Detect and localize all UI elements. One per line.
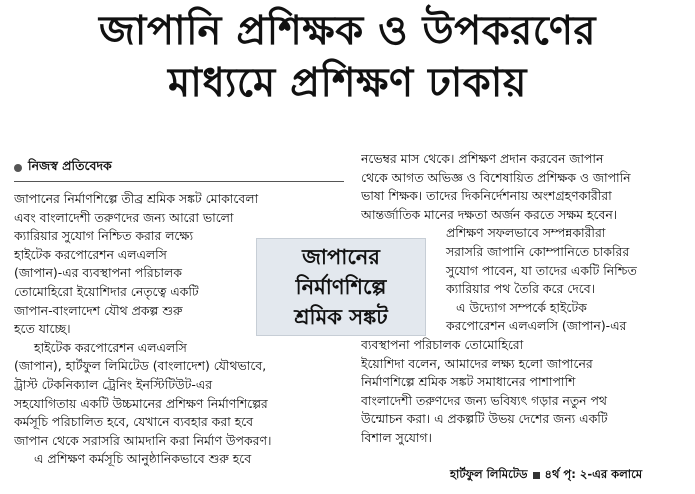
text-line: এ প্রশিক্ষণ কর্মসূচি আনুষ্ঠানিকভাবে শুরু হবে xyxy=(34,451,252,467)
text-line: সুযোগ পাবেন, যা তাদের একটি নিশ্চিত xyxy=(446,262,637,278)
text-line: আন্তর্জাতিক মানের দক্ষতা অর্জন করতে সক্ষম হবেন। xyxy=(361,206,618,222)
text-line: ট্রাস্ট টেকনিক্যাল ট্রেনিং ইনস্টিটিউট-এর xyxy=(14,376,213,392)
text-line: প্রশিক্ষণ সফলভাবে সম্পন্নকারীরা xyxy=(446,225,606,241)
text-line: করপোরেশন এলএলসি (জাপান)-এর xyxy=(446,318,627,334)
jump-text: ৪র্থ পৃ: ২-এর কলামে xyxy=(544,467,643,481)
text-line: ক্যারিয়ার সুযোগ নিশ্চিত করার লক্ষ্যে xyxy=(14,228,194,244)
text-line: বিশাল সুযোগ। xyxy=(361,429,432,445)
pull-quote-line-1: জাপানের xyxy=(302,245,380,269)
text-line: এবং বাংলাদেশী তরুণদের জন্য আরো ভালো xyxy=(14,209,234,225)
text-line: বাংলাদেশী তরুণদের জন্য ভবিষ্যৎ গড়ার নতুন পথ xyxy=(361,392,607,408)
signature: হার্টফুল লিমিটেড xyxy=(450,467,528,481)
headline-line-1: জাপানি প্রশিক্ষক ও উপকরণের xyxy=(98,8,597,54)
text-line: নির্মাণশিল্পে শ্রমিক সঙ্কট সমাধানের পাশাপাশি xyxy=(361,374,576,390)
text-line: ব্যবস্থাপনা পরিচালক তোমোহিরো xyxy=(361,336,524,352)
text-line: ভাষা শিক্ষক। তাদের দিকনির্দেশনায় অংশগ্রহণকারীরা xyxy=(361,188,612,204)
byline-text: নিজস্ব প্রতিবেদক xyxy=(28,158,112,173)
headline xyxy=(0,8,695,106)
text-line: তোমোহিরো ইয়োশিদার নেতৃত্বে একটি xyxy=(14,283,199,299)
text-line: হাইটেক করপোরেশন এলএলসি xyxy=(14,246,167,262)
text-line: সহযোগিতায় একটি উচ্চমানের প্রশিক্ষণ নির্মাণশিল্পের xyxy=(14,395,268,411)
text-line: উন্মোচন করা। এ প্রকল্পটি উভয় দেশের জন্য একটি xyxy=(361,411,608,427)
text-line: (জাপান)-এর ব্যবস্থাপনা পরিচালক xyxy=(14,265,182,281)
bullet-icon xyxy=(14,164,22,172)
pull-quote-line-3: শ্রমিক সঙ্কট xyxy=(294,305,388,329)
text-line: এ উদ্যোগ সম্পর্কে হাইটেক xyxy=(456,299,587,315)
text-line: (জাপান), হার্টফুল লিমিটেড (বাংলাদেশ) যৌথভাবে, xyxy=(14,358,267,374)
byline-rule xyxy=(14,181,344,182)
text-line: জাপানের নির্মাণশিল্পে তীব্র শ্রমিক সঙ্কট মোকাবেলা xyxy=(14,191,259,206)
pull-quote-box xyxy=(256,238,426,336)
text-line: কর্মসূচি পরিচালিত হবে, যেখানে ব্যবহার করা হবে xyxy=(14,414,254,430)
text-line: সরাসরি জাপানি কোম্পানিতে চাকরির xyxy=(446,243,630,259)
continuation-note xyxy=(450,466,642,485)
text-line: হাইটেক করপোরেশন এলএলসি xyxy=(34,339,187,355)
square-bullet-icon xyxy=(533,472,540,479)
text-line: জাপান-বাংলাদেশ যৌথ প্রকল্প শুরু xyxy=(14,302,183,318)
pull-quote-line-2: নির্মাণশিল্পে xyxy=(295,275,387,299)
byline xyxy=(14,158,112,178)
text-line: নভেম্বর মাস থেকে। প্রশিক্ষণ প্রদান করবেন জাপান xyxy=(361,151,604,166)
text-line: ইয়োশিদা বলেন, আমাদের লক্ষ্য হলো জাপানের xyxy=(361,355,593,371)
headline-line-2: মাধ্যমে প্রশিক্ষণ ঢাকায় xyxy=(168,60,527,106)
text-line: হতে যাচ্ছে। xyxy=(14,321,71,337)
text-line: থেকে আগত অভিজ্ঞ ও বিশেষায়িত প্রশিক্ষক ও জাপানি xyxy=(361,169,631,185)
text-line: জাপান থেকে সরাসরি আমদানি করা নির্মাণ উপকরণ। xyxy=(14,432,272,448)
text-line: ক্যারিয়ার পথ তৈরি করে দেবে। xyxy=(446,281,596,297)
